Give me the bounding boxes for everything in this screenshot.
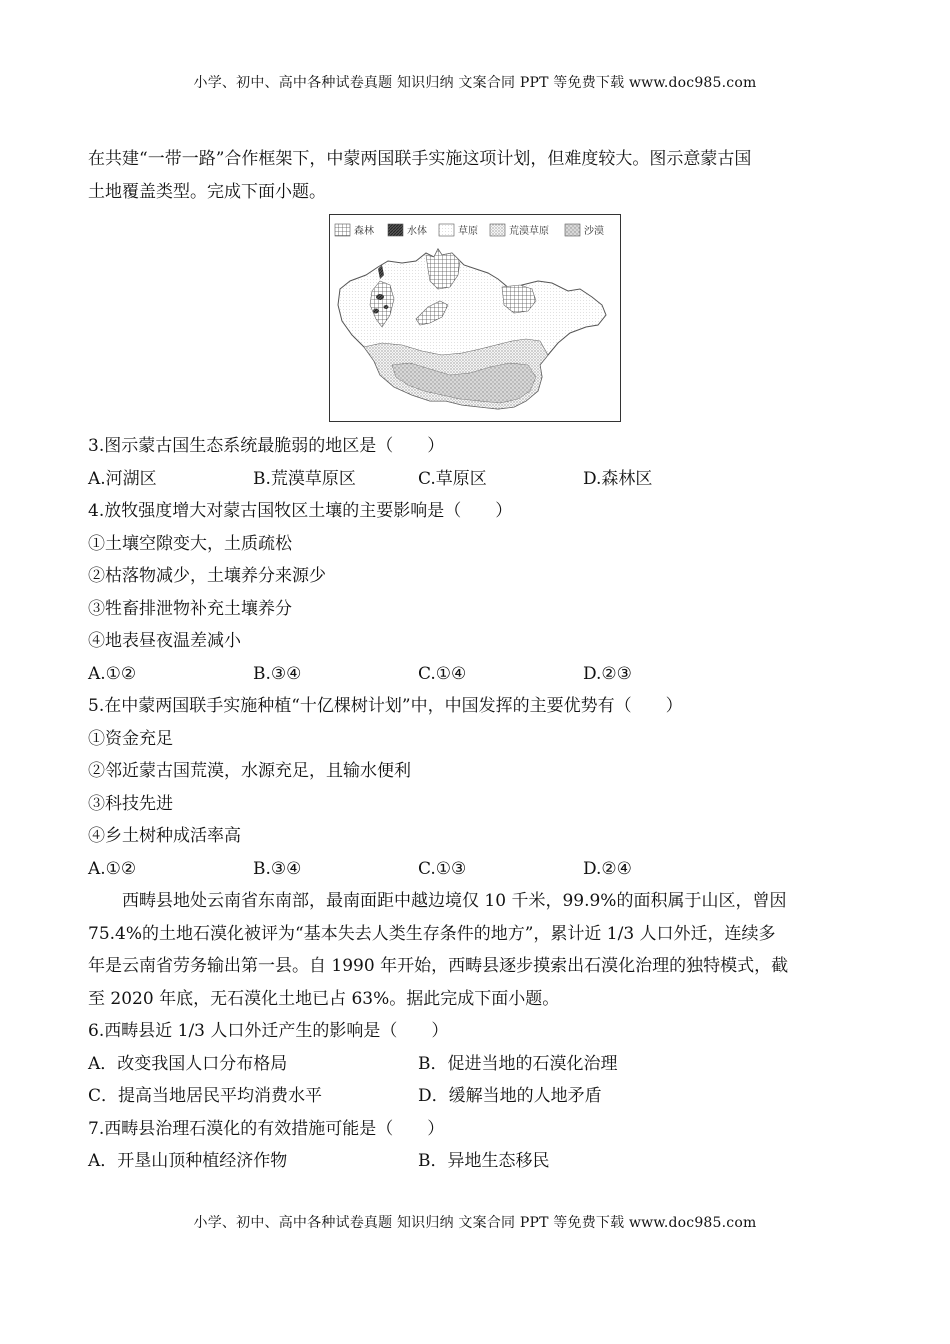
q4-option-a[interactable]: A.①② <box>88 663 137 684</box>
q5-item-2: ②邻近蒙古国荒漠，水源充足，且输水便利 <box>88 761 411 781</box>
q4-stem: 4.放牧强度增大对蒙古国牧区土壤的主要影响是（ ） <box>88 501 513 521</box>
q6-option-b[interactable]: B．促进当地的石漠化治理 <box>418 1053 618 1074</box>
exam-content <box>88 143 868 1178</box>
page-header: 小学、初中、高中各种试卷真题 知识归纳 文案合同 PPT 等免费下载 www.doc985.com <box>193 75 757 91</box>
q5-item-4: ④乡土树种成活率高 <box>88 826 241 846</box>
q4-item-2: ②枯落物减少，土壤养分来源少 <box>88 566 326 586</box>
q6-option-c[interactable]: C．提高当地居民平均消费水平 <box>88 1086 323 1106</box>
q4-option-b[interactable]: B.③④ <box>253 663 302 684</box>
q4-item-1: ①土壤空隙变大，土质疏松 <box>88 533 292 554</box>
legend-label-forest: 森林 <box>354 226 374 237</box>
passage-line-2: 75.4%的土地石漠化被评为“基本失去人类生存条件的地方”，累计近 1/3 人口外迁，连续多 <box>88 923 776 944</box>
q4-options <box>88 658 868 691</box>
q3-option-c[interactable]: C.草原区 <box>418 468 487 489</box>
page-footer: 小学、初中、高中各种试卷真题 知识归纳 文案合同 PPT 等免费下载 www.doc985.com <box>193 1215 757 1231</box>
q6-options-row-1 <box>88 1048 868 1081</box>
map-legend <box>335 224 604 237</box>
q7-option-a[interactable]: A．开垦山顶种植经济作物 <box>88 1151 288 1171</box>
passage-line-1: 西畴县地处云南省东南部，最南面距中越边境仅 10 千米，99.9%的面积属于山区，曾因 <box>122 891 787 911</box>
q6-stem: 6.西畴县近 1/3 人口外迁产生的影响是（ ） <box>88 1021 449 1041</box>
q5-item-1: ①资金充足 <box>88 728 173 749</box>
legend-swatch-forest <box>335 224 350 236</box>
legend-label-desert-steppe: 荒漠草原 <box>509 226 549 237</box>
legend-swatch-desert <box>565 224 580 236</box>
legend-swatch-water <box>388 224 403 236</box>
legend-label-water: 水体 <box>407 226 427 237</box>
intro-line-1: 在共建“一带一路”合作框架下，中蒙两国联手实施这项计划，但难度较大。图示意蒙古国 <box>88 149 752 169</box>
q3-options <box>88 463 868 496</box>
q6-options-row-2 <box>88 1080 868 1113</box>
q5-options <box>88 853 868 886</box>
q5-option-c[interactable]: C.①③ <box>418 858 467 879</box>
passage-line-3: 年是云南省劳务输出第一县。自 1990 年开始，西畴县逐步摸索出石漠化治理的独特模式，截 <box>88 956 789 976</box>
q7-option-b[interactable]: B．异地生态移民 <box>418 1151 550 1171</box>
q4-item-4: ④地表昼夜温差减小 <box>88 631 241 651</box>
legend-swatch-grassland <box>439 224 454 236</box>
mongolia-landcover-map <box>329 214 621 422</box>
q6-option-d[interactable]: D．缓解当地的人地矛盾 <box>418 1086 602 1106</box>
q3-option-b[interactable]: B.荒漠草原区 <box>253 468 356 489</box>
map-figure <box>330 215 620 421</box>
lake-3 <box>384 305 389 309</box>
q5-option-b[interactable]: B.③④ <box>253 858 302 879</box>
q6-option-a[interactable]: A．改变我国人口分布格局 <box>88 1053 288 1074</box>
q7-options-row-1 <box>88 1145 868 1178</box>
q7-stem: 7.西畴县治理石漠化的有效措施可能是（ ） <box>88 1118 445 1139</box>
q4-item-3: ③牲畜排泄物补充土壤养分 <box>88 598 292 619</box>
q5-stem: 5.在中蒙两国联手实施种植“十亿棵树计划”中，中国发挥的主要优势有（ ） <box>88 696 683 716</box>
q3-option-d[interactable]: D.森林区 <box>583 468 653 489</box>
legend-label-desert: 沙漠 <box>584 226 604 237</box>
q3-option-a[interactable]: A.河湖区 <box>88 468 157 489</box>
lake-1 <box>376 294 384 300</box>
legend-label-grassland: 草原 <box>458 226 478 237</box>
q5-option-d[interactable]: D.②④ <box>583 858 632 879</box>
q4-option-c[interactable]: C.①④ <box>418 663 467 684</box>
q4-option-d[interactable]: D.②③ <box>583 663 632 684</box>
q5-item-3: ③科技先进 <box>88 793 173 814</box>
intro-line-2: 土地覆盖类型。完成下面小题。 <box>88 181 326 202</box>
q5-option-a[interactable]: A.①② <box>88 858 137 879</box>
legend-swatch-desert-steppe <box>490 224 505 236</box>
lake-2 <box>373 309 379 314</box>
q3-stem: 3.图示蒙古国生态系统最脆弱的地区是（ ） <box>88 436 445 456</box>
passage-line-4: 至 2020 年底，无石漠化土地已占 63%。据此完成下面小题。 <box>88 988 560 1009</box>
